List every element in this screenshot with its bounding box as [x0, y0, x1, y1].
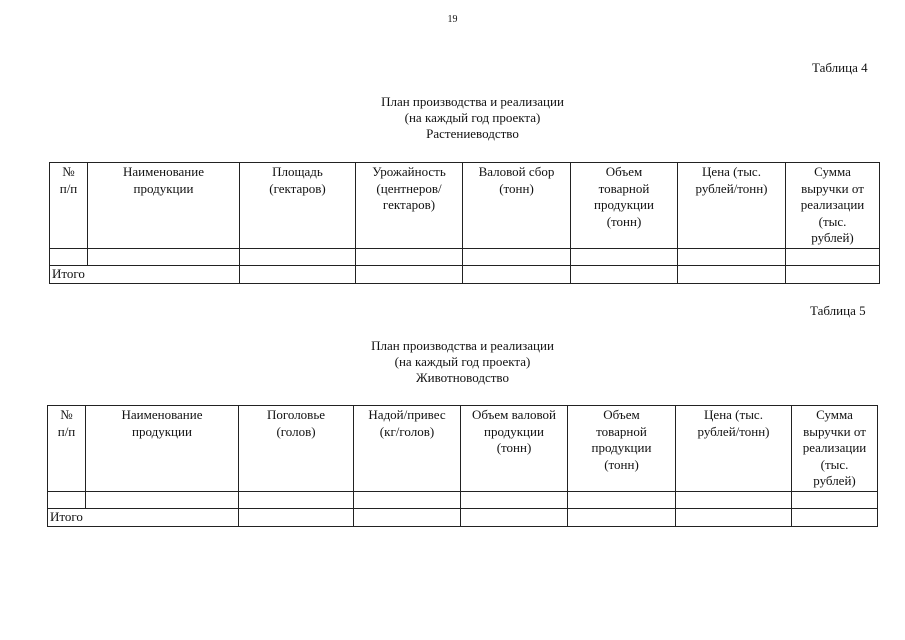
table5-total-row — [48, 509, 878, 527]
table-cell — [356, 249, 463, 266]
table4-header-row — [50, 163, 880, 249]
table5-label: Таблица 5 — [810, 303, 866, 318]
table-cell — [239, 509, 354, 527]
table-cell — [463, 266, 571, 284]
table-cell — [50, 249, 88, 266]
table5-header-row — [48, 406, 878, 492]
table5-empty-row — [48, 492, 878, 509]
table-cell — [571, 249, 678, 266]
table4-empty-row — [50, 249, 880, 266]
table4-header-cell: Сумма выручки от реализации (тыс. рублей) — [786, 163, 880, 249]
table-cell — [676, 509, 792, 527]
table4-total-label: Итого — [50, 266, 240, 284]
table-cell — [88, 249, 240, 266]
table-cell — [676, 492, 792, 509]
table5-total-label: Итого — [48, 509, 239, 527]
table5-title-line: План производства и реализации — [371, 338, 554, 353]
table-cell — [568, 509, 676, 527]
table4-grid — [49, 162, 880, 284]
page-number: 19 — [447, 14, 458, 25]
table5-header-cell: Сумма выручки от реализации (тыс. рублей) — [792, 406, 878, 492]
table5-header-cell: Объем товарной продукции (тонн) — [568, 406, 676, 492]
table5-header-cell: Цена (тыс. рублей/тонн) — [676, 406, 792, 492]
table5-header-cell: № п/п — [48, 406, 86, 492]
table-cell — [354, 492, 461, 509]
table-cell — [240, 249, 356, 266]
table5-title-line: Животноводство — [416, 370, 509, 385]
table-cell — [568, 492, 676, 509]
table5-header-cell: Объем валовой продукции (тонн) — [461, 406, 568, 492]
table4-header-cell: Валовой сбор (тонн) — [463, 163, 571, 249]
table4-header-cell: Урожайность (центнеров/ гектаров) — [356, 163, 463, 249]
table4-header-cell: Цена (тыс. рублей/тонн) — [678, 163, 786, 249]
table4-title-line: Растениеводство — [426, 126, 519, 141]
table-cell — [239, 492, 354, 509]
table-cell — [48, 492, 86, 509]
table-cell — [571, 266, 678, 284]
table4-total-row — [50, 266, 880, 284]
table-cell — [86, 492, 239, 509]
table-cell — [786, 266, 880, 284]
table-cell — [792, 492, 878, 509]
table4-title-line: (на каждый год проекта) — [404, 110, 541, 125]
table-cell — [792, 509, 878, 527]
table-cell — [461, 492, 568, 509]
table-cell — [786, 249, 880, 266]
table4-header-cell: Объем товарной продукции (тонн) — [571, 163, 678, 249]
table5-title-line: (на каждый год проекта) — [394, 354, 531, 369]
table5-header-cell: Наименование продукции — [86, 406, 239, 492]
table-cell — [678, 266, 786, 284]
table-cell — [240, 266, 356, 284]
table-cell — [354, 509, 461, 527]
table-cell — [678, 249, 786, 266]
table4-label: Таблица 4 — [812, 60, 868, 75]
table-cell — [463, 249, 571, 266]
table4-header-cell: Наименование продукции — [88, 163, 240, 249]
table-cell — [356, 266, 463, 284]
table5-header-cell: Поголовье (голов) — [239, 406, 354, 492]
table4-title-line: План производства и реализации — [381, 94, 564, 109]
table4-header-cell: № п/п — [50, 163, 88, 249]
table5-grid — [47, 405, 878, 527]
table4-title — [300, 94, 645, 142]
table-cell — [461, 509, 568, 527]
table4-header-cell: Площадь (гектаров) — [240, 163, 356, 249]
table5-header-cell: Надой/привес (кг/голов) — [354, 406, 461, 492]
table5-title — [290, 338, 635, 386]
